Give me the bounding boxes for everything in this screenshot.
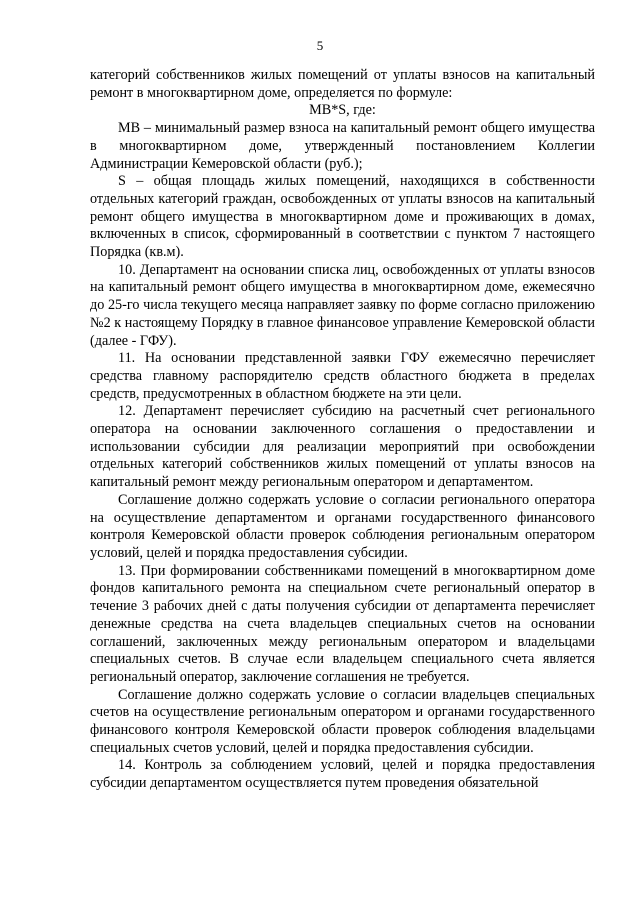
clause-14: 14. Контроль за соблюдением условий, целей и порядка предоставления субсидии департаментом осуществляется путем проведения обязательной: [90, 757, 595, 792]
formula-definition-mv: МВ – минимальный размер взноса на капитальный ремонт общего имущества в многоквартирном доме, утвержденный постановлением Коллегии Администрации Кемеровской области (руб.);: [90, 120, 595, 172]
formula: МВ*S, где:: [309, 102, 376, 119]
clause-13: 13. При формировании собственниками помещений в многоквартирном доме фондов капитального ремонта на специальном счете региональный оператор в течение 3 рабочих дней с даты получения субсидии от департамента перечисляет денежные средства на счета владельцев специальных счетов на основании соглашений, заключенных между региональным оператором и владельцами специальных счетов. В случае если владельцем специального счета является региональный оператор, заключение соглашения не требуется.: [90, 562, 595, 685]
clause-10: 10. Департамент на основании списка лиц, освобожденных от уплаты взносов на капитальный ремонт общего имущества в многоквартирном доме, ежемесячно до 25-го числа текущего месяца направляет заявку по форме согласно приложению №2 к настоящему Порядку в главное финансовое управление Кемеровской области (далее - ГФУ).: [90, 261, 595, 349]
clause-11: 11. На основании представленной заявки ГФУ ежемесячно перечисляет средства главному распорядителю средств областного бюджета в пределах средств, предусмотренных в областном бюджете на эти цели.: [90, 350, 595, 402]
document-body: [90, 67, 595, 793]
page-number: 5: [316, 38, 324, 53]
paragraph-continuation: категорий собственников жилых помещений от уплаты взносов на капитальный ремонт в многоквартирном доме, определяется по формуле:: [90, 67, 595, 101]
formula-definition-s: S – общая площадь жилых помещений, находящихся в собственности отдельных категорий граждан, освобожденных от уплаты взносов на капитальный ремонт общего имущества в многоквартирном доме и проживающих в домах, включенных в список, сформированный в соответствии с пунктом 7 настоящего Порядка (кв.м).: [90, 173, 595, 261]
agreement-paragraph: Соглашение должно содержать условие о согласии владельцев специальных счетов на осуществление региональным оператором и органами государственного финансового контроля Кемеровской области проверок соблюдения владельцами специальных счетов условий, целей и порядка предоставления субсидии.: [90, 686, 595, 756]
clause-12: 12. Департамент перечисляет субсидию на расчетный счет регионального оператора на основании заключенного соглашения о предоставлении и использовании субсидии для реализации мероприятий при освобождении отдельных категорий собственников жилых помещений от уплаты взносов на капитальный ремонт между региональным оператором и департаментом.: [90, 403, 595, 491]
agreement-paragraph: Соглашение должно содержать условие о согласии регионального оператора на осуществление департаментом и органами государственного финансового контроля Кемеровской области проверок соблюдения региональным оператором условий, целей и порядка предоставления субсидии.: [90, 491, 595, 561]
